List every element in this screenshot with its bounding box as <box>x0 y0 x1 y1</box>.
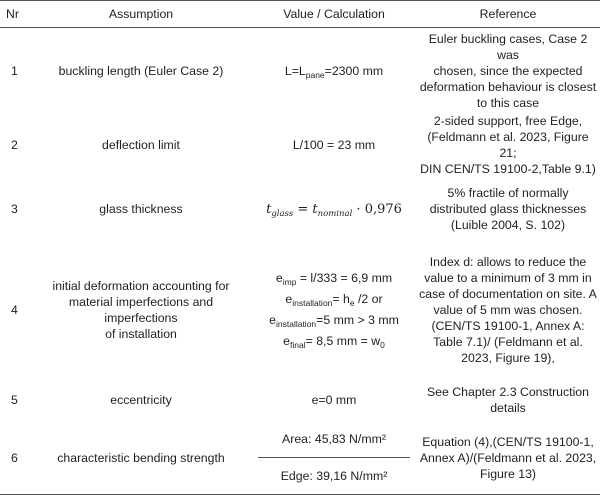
row-nr: 1 <box>11 63 18 78</box>
row-assumption: initial deformation accounting for material imperfections and imperfections of installation <box>52 279 230 341</box>
row-nr: 2 <box>11 138 18 152</box>
row-reference: 5% fractile of normally distributed glass thicknesses (Luible 2004, S. 102) <box>429 186 587 232</box>
table-row <box>0 28 600 114</box>
row-reference: See Chapter 2.3 Construction details <box>426 385 589 415</box>
table-row <box>0 177 600 241</box>
row-value: $e_{imp} = l/333 = 6,9$ mm $e_{installation}= h_e$ /2 or $e_{installation}=5$ mm > 3 mm $e_{final}= 8,5$ mm = $w_0$ <box>269 271 399 350</box>
row-reference: Index d: allows to reduce the value to a minimum of 3 mm in case of documentation on site. A value of 5 mm was chosen. (CEN/TS 19100-1, Annex A: Table 7.1)/ (Feldmann et al. 2023, Figure 19), <box>419 255 597 365</box>
row-value: $t_{glass} = t_{nominal} \cdot 0,976$ <box>266 201 402 219</box>
row-reference: 2-sided support, free Edge, (Feldmann et al. 2023, Figure 21; DIN CEN/TS 19100-2,Table 9.1) <box>420 114 596 176</box>
row-reference: Euler buckling cases, Case 2 was chosen, since the expected deformation behaviour is closest to this case <box>419 31 597 110</box>
header-assumption: Assumption <box>30 1 252 28</box>
table-row <box>0 241 600 379</box>
row-nr: 5 <box>11 393 18 407</box>
value-edge: Edge: 39,16 N/mm² <box>280 469 388 483</box>
table-row <box>0 379 600 421</box>
row-assumption: buckling length (Euler Case 2) <box>58 63 224 78</box>
header-row <box>0 1 600 28</box>
row-value: $L=L_{pane}=2300$ mm <box>284 63 384 80</box>
row-value <box>252 421 416 495</box>
header-nr: Nr <box>0 1 30 28</box>
value-area: Area: 45,83 N/mm² <box>258 421 410 458</box>
row-value: L/100 = 23 mm <box>292 138 376 152</box>
row-assumption: glass thickness <box>99 202 183 216</box>
row-assumption: characteristic bending strength <box>30 421 252 495</box>
row-assumption: deflection limit <box>102 138 180 152</box>
table-row <box>0 421 600 495</box>
row-nr: 6 <box>0 421 30 495</box>
row-assumption: eccentricity <box>110 393 172 407</box>
row-nr: 4 <box>11 303 18 317</box>
row-reference: Equation (4),(CEN/TS 19100-1, Annex A)/(Feldmann et al. 2023, Figure 13) <box>416 421 600 495</box>
row-nr: 3 <box>11 202 18 216</box>
header-reference: Reference <box>416 1 600 28</box>
header-value: Value / Calculation <box>252 1 416 28</box>
row-value: e=0 mm <box>311 393 357 407</box>
table-row <box>0 113 600 177</box>
